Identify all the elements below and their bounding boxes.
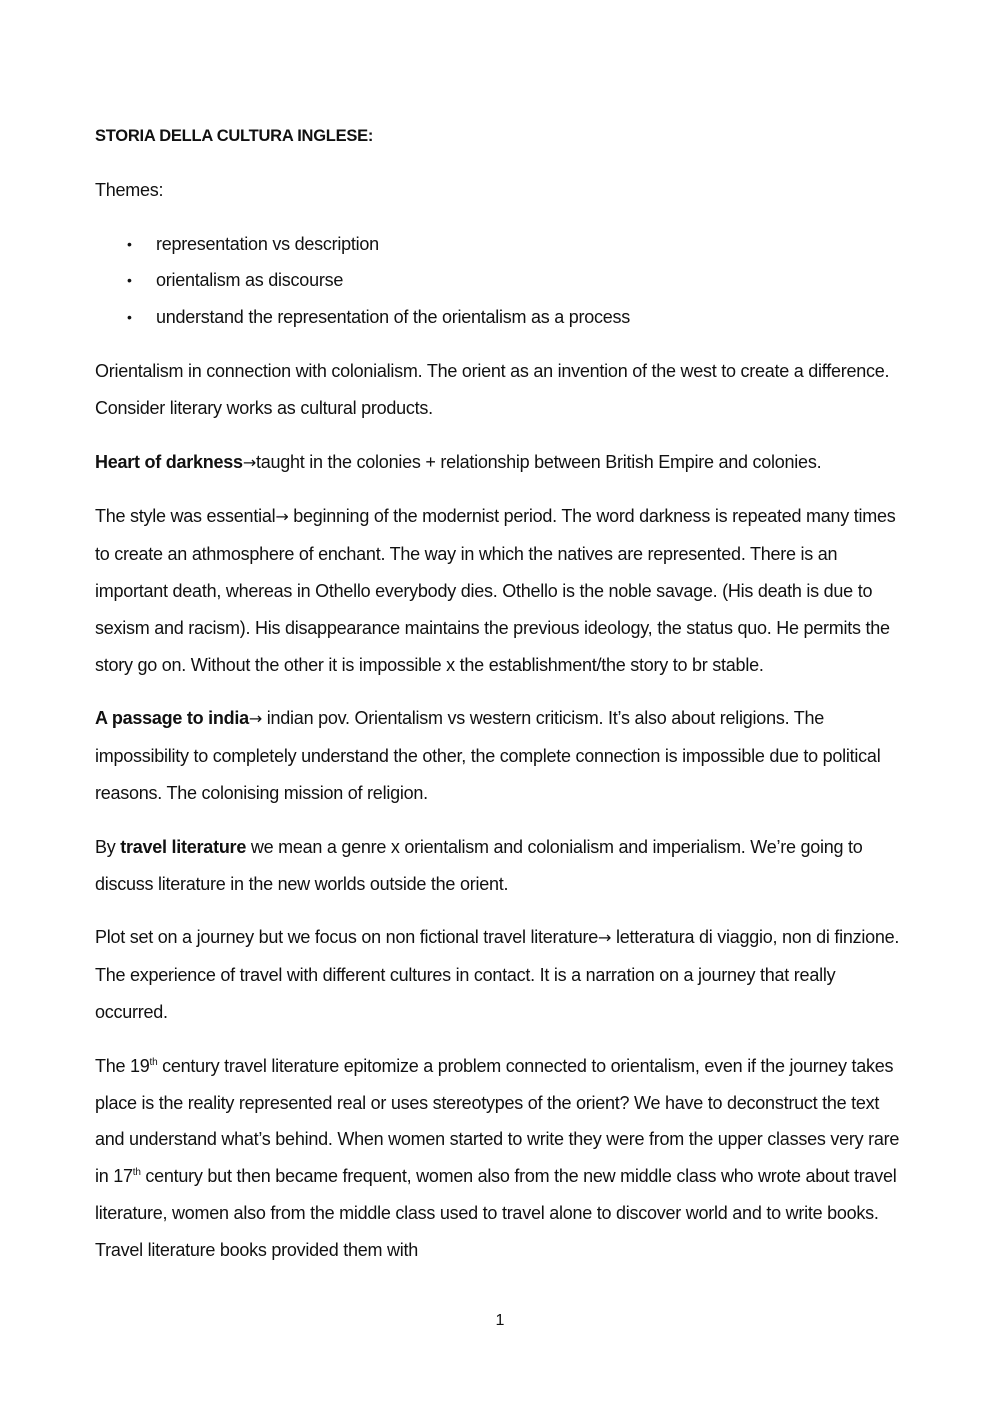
theme-text: orientalism as discourse [156, 270, 344, 291]
paragraph-text: century but then became frequent, women also from the new middle class who wrote about travel literature, women also from the middle class used to travel alone to discover world and to write books. Travel literature books provided them with [95, 1166, 897, 1260]
paragraph-style [95, 498, 903, 683]
paragraph-orientalism: Orientalism in connection with colonialism. The orient as an invention of the west to create a difference. Consider literary works as cultural products. [95, 360, 890, 418]
paragraph-text: we mean a genre x orientalism and colonialism and imperialism. We’re going to discuss literature in the new worlds outside the orient. [95, 836, 863, 894]
arrow-right-icon: → [275, 507, 289, 527]
paragraph-travel-literature [95, 829, 903, 903]
arrow-right-icon: → [248, 709, 263, 729]
document-body [95, 118, 903, 1286]
paragraph-text: letteratura di viaggio, non di finzione. The experience of travel with different cultures in contact. It is a narration on a journey that really occurred. [95, 927, 900, 1022]
superscript: th [149, 1056, 158, 1068]
paragraph-19th-century [95, 1048, 903, 1269]
arrow-right-icon: → [598, 928, 612, 948]
arrow-right-icon: → [242, 452, 256, 472]
paragraph-text: The 19 [95, 1055, 150, 1076]
bullet-icon: • [127, 309, 132, 326]
list-item [95, 299, 903, 336]
themes-list [95, 226, 903, 336]
bold-term: travel literature [120, 836, 247, 857]
list-item [95, 226, 903, 263]
paragraph-text: indian pov. Orientalism vs western criticism. It’s also about religions. The impossibility to completely understand the other, the complete connection is impossible due to political reasons. The colonising mission of religion. [95, 708, 881, 803]
theme-text: representation vs description [156, 233, 379, 254]
paragraph-text: taught in the colonies + relationship between British Empire and colonies. [255, 451, 822, 472]
paragraph-text: By [95, 836, 121, 857]
bullet-icon: • [127, 272, 132, 289]
paragraph-text: Plot set on a journey but we focus on non fictional travel literature [95, 927, 599, 948]
document-title: STORIA DELLA CULTURA INGLESE: [95, 127, 374, 145]
page-number: 1 [495, 1312, 505, 1329]
paragraph-heart-of-darkness [95, 444, 903, 482]
bold-term: Heart of darkness [95, 451, 243, 472]
paragraph-text: century travel literature epitomize a problem connected to orientalism, even if the journey takes place is the reality represented real or uses stereotypes of the orient? We have to deconstruct the text and understand what’s behind. When women started to write they were from the upper classes very rare in 17 [95, 1055, 900, 1187]
bold-term: A passage to india [95, 708, 249, 729]
list-item [95, 262, 903, 299]
paragraph-passage-to-india [95, 700, 903, 811]
paragraph-plot-journey [95, 919, 903, 1030]
paragraph-text: beginning of the modernist period. The word darkness is repeated many times to create an athmosphere of enchant. The way in which the natives are represented. There is an important death, whereas in Othello everybody dies. Othello is the noble savage. (His death is due to sexism and racism). His disappearance maintains the previous ideology, the status quo. He permits the story go on. Without the other it is impossible x the establishment/the story to br stable. [95, 506, 896, 675]
theme-text: understand the representation of the orientalism as a process [156, 307, 631, 328]
bullet-icon: • [127, 235, 132, 252]
paragraph-text: The style was essential [95, 506, 276, 527]
themes-label: Themes: [95, 179, 164, 200]
superscript: th [132, 1167, 141, 1179]
